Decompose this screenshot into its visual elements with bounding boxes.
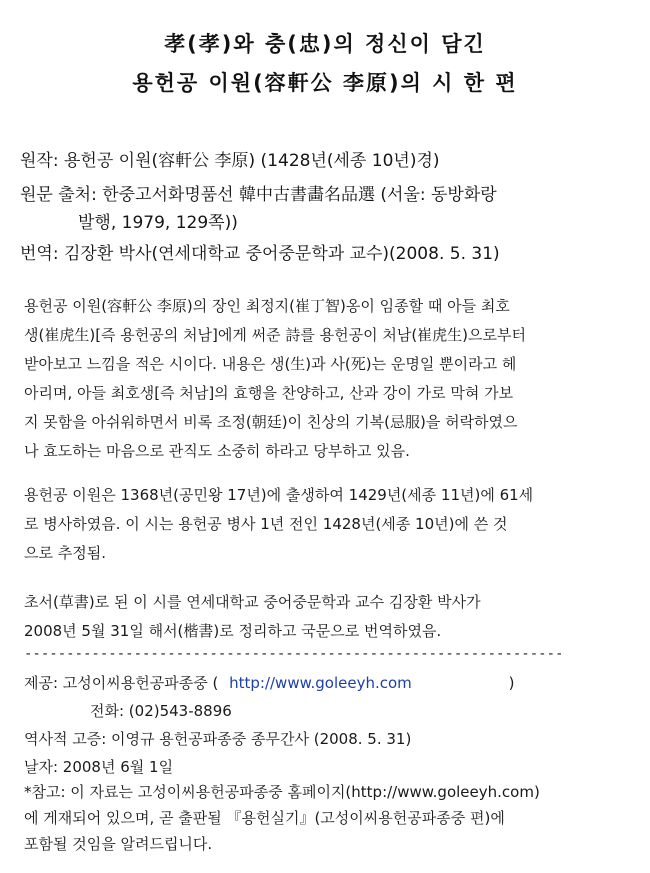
document-title-line1: 孝(孝)와 충(忠)의 정신이 담긴 xyxy=(164,32,486,56)
paragraph-line: 나 효도하는 마음으로 관직도 소중히 하라고 당부하고 있음. xyxy=(24,442,410,460)
date-line: 날자: 2008년 6월 1일 xyxy=(24,758,174,776)
note-line-3: 포함될 것임을 알려드립니다. xyxy=(24,835,213,853)
paragraph-line: 지 못함을 아쉬워하면서 비록 조정(朝廷)이 친상의 기복(忌服)을 허락하였으 xyxy=(24,413,518,431)
note-line-2: 에 게재되어 있으며, 곧 출판될 『용헌실기』(고성이씨용헌공파종중 편)에 xyxy=(24,809,505,827)
paragraph-line: 용헌공 이원(容軒公 李原)의 장인 최정지(崔丁智)옹이 임종할 때 아들 최호 xyxy=(24,297,510,315)
author-line: 원작: 용헌공 이원(容軒公 李原) (1428년(세종 10년)경) xyxy=(20,151,440,171)
paragraph-intro xyxy=(24,292,624,466)
source-line-2: 발행, 1979, 129쪽)) xyxy=(78,213,238,233)
paragraph-biography xyxy=(24,481,624,568)
translation-line: 번역: 김장환 박사(연세대학교 중어중문학과 교수)(2008. 5. 31) xyxy=(20,244,500,264)
paragraph-transcription xyxy=(24,588,624,646)
document-title-line2: 용헌공 이원(容軒公 李原)의 시 한 편 xyxy=(132,71,518,95)
paragraph-line: 용헌공 이원은 1368년(공민왕 17년)에 출생하여 1429년(세종 11년)에 61세 xyxy=(24,486,534,504)
provider-homepage-link[interactable]: http://www.goleeyh.com xyxy=(229,674,412,692)
paragraph-line: 2008년 5월 31일 해서(楷書)로 정리하고 국문으로 번역하였음. xyxy=(24,622,442,640)
source-line-1: 원문 출처: 한중고서화명품선 韓中古書畵名品選 (서울: 동방화랑 xyxy=(20,185,497,205)
paragraph-line: 으로 추정됨. xyxy=(24,544,106,562)
provider-label: 제공: 고성이씨용헌공파종중 ( xyxy=(24,674,219,692)
section-divider: ---------------------------------------------------------------- xyxy=(24,646,564,662)
paragraph-line: 생(崔虎生)[즉 용헌공의 처남]에게 써준 詩를 용헌공이 처남(崔虎生)으로부터 xyxy=(24,326,526,344)
provider-close-paren: ) xyxy=(508,674,515,692)
review-line: 역사적 고증: 이영규 용헌공파종중 종무간사 (2008. 5. 31) xyxy=(24,730,412,748)
paragraph-line: 초서(草書)로 된 이 시를 연세대학교 중어중문학과 교수 김장환 박사가 xyxy=(24,593,481,611)
note-line-1: *참고: 이 자료는 고성이씨용헌공파종중 홈페이지(http://www.goleeyh.com) xyxy=(24,783,540,801)
paragraph-line: 로 병사하였음. 이 시는 용헌공 병사 1년 전인 1428년(세종 10년)에 쓴 것 xyxy=(24,515,508,533)
phone-line: 전화: (02)543-8896 xyxy=(90,702,232,720)
provider-line xyxy=(24,672,514,693)
paragraph-line: 아리며, 아들 최호생[즉 처남]의 효행을 찬양하고, 산과 강이 가로 막혀 가보 xyxy=(24,384,514,402)
paragraph-line: 받아보고 느낌을 적은 시이다. 내용은 생(生)과 사(死)는 운명일 뿐이라고 헤 xyxy=(24,355,517,373)
